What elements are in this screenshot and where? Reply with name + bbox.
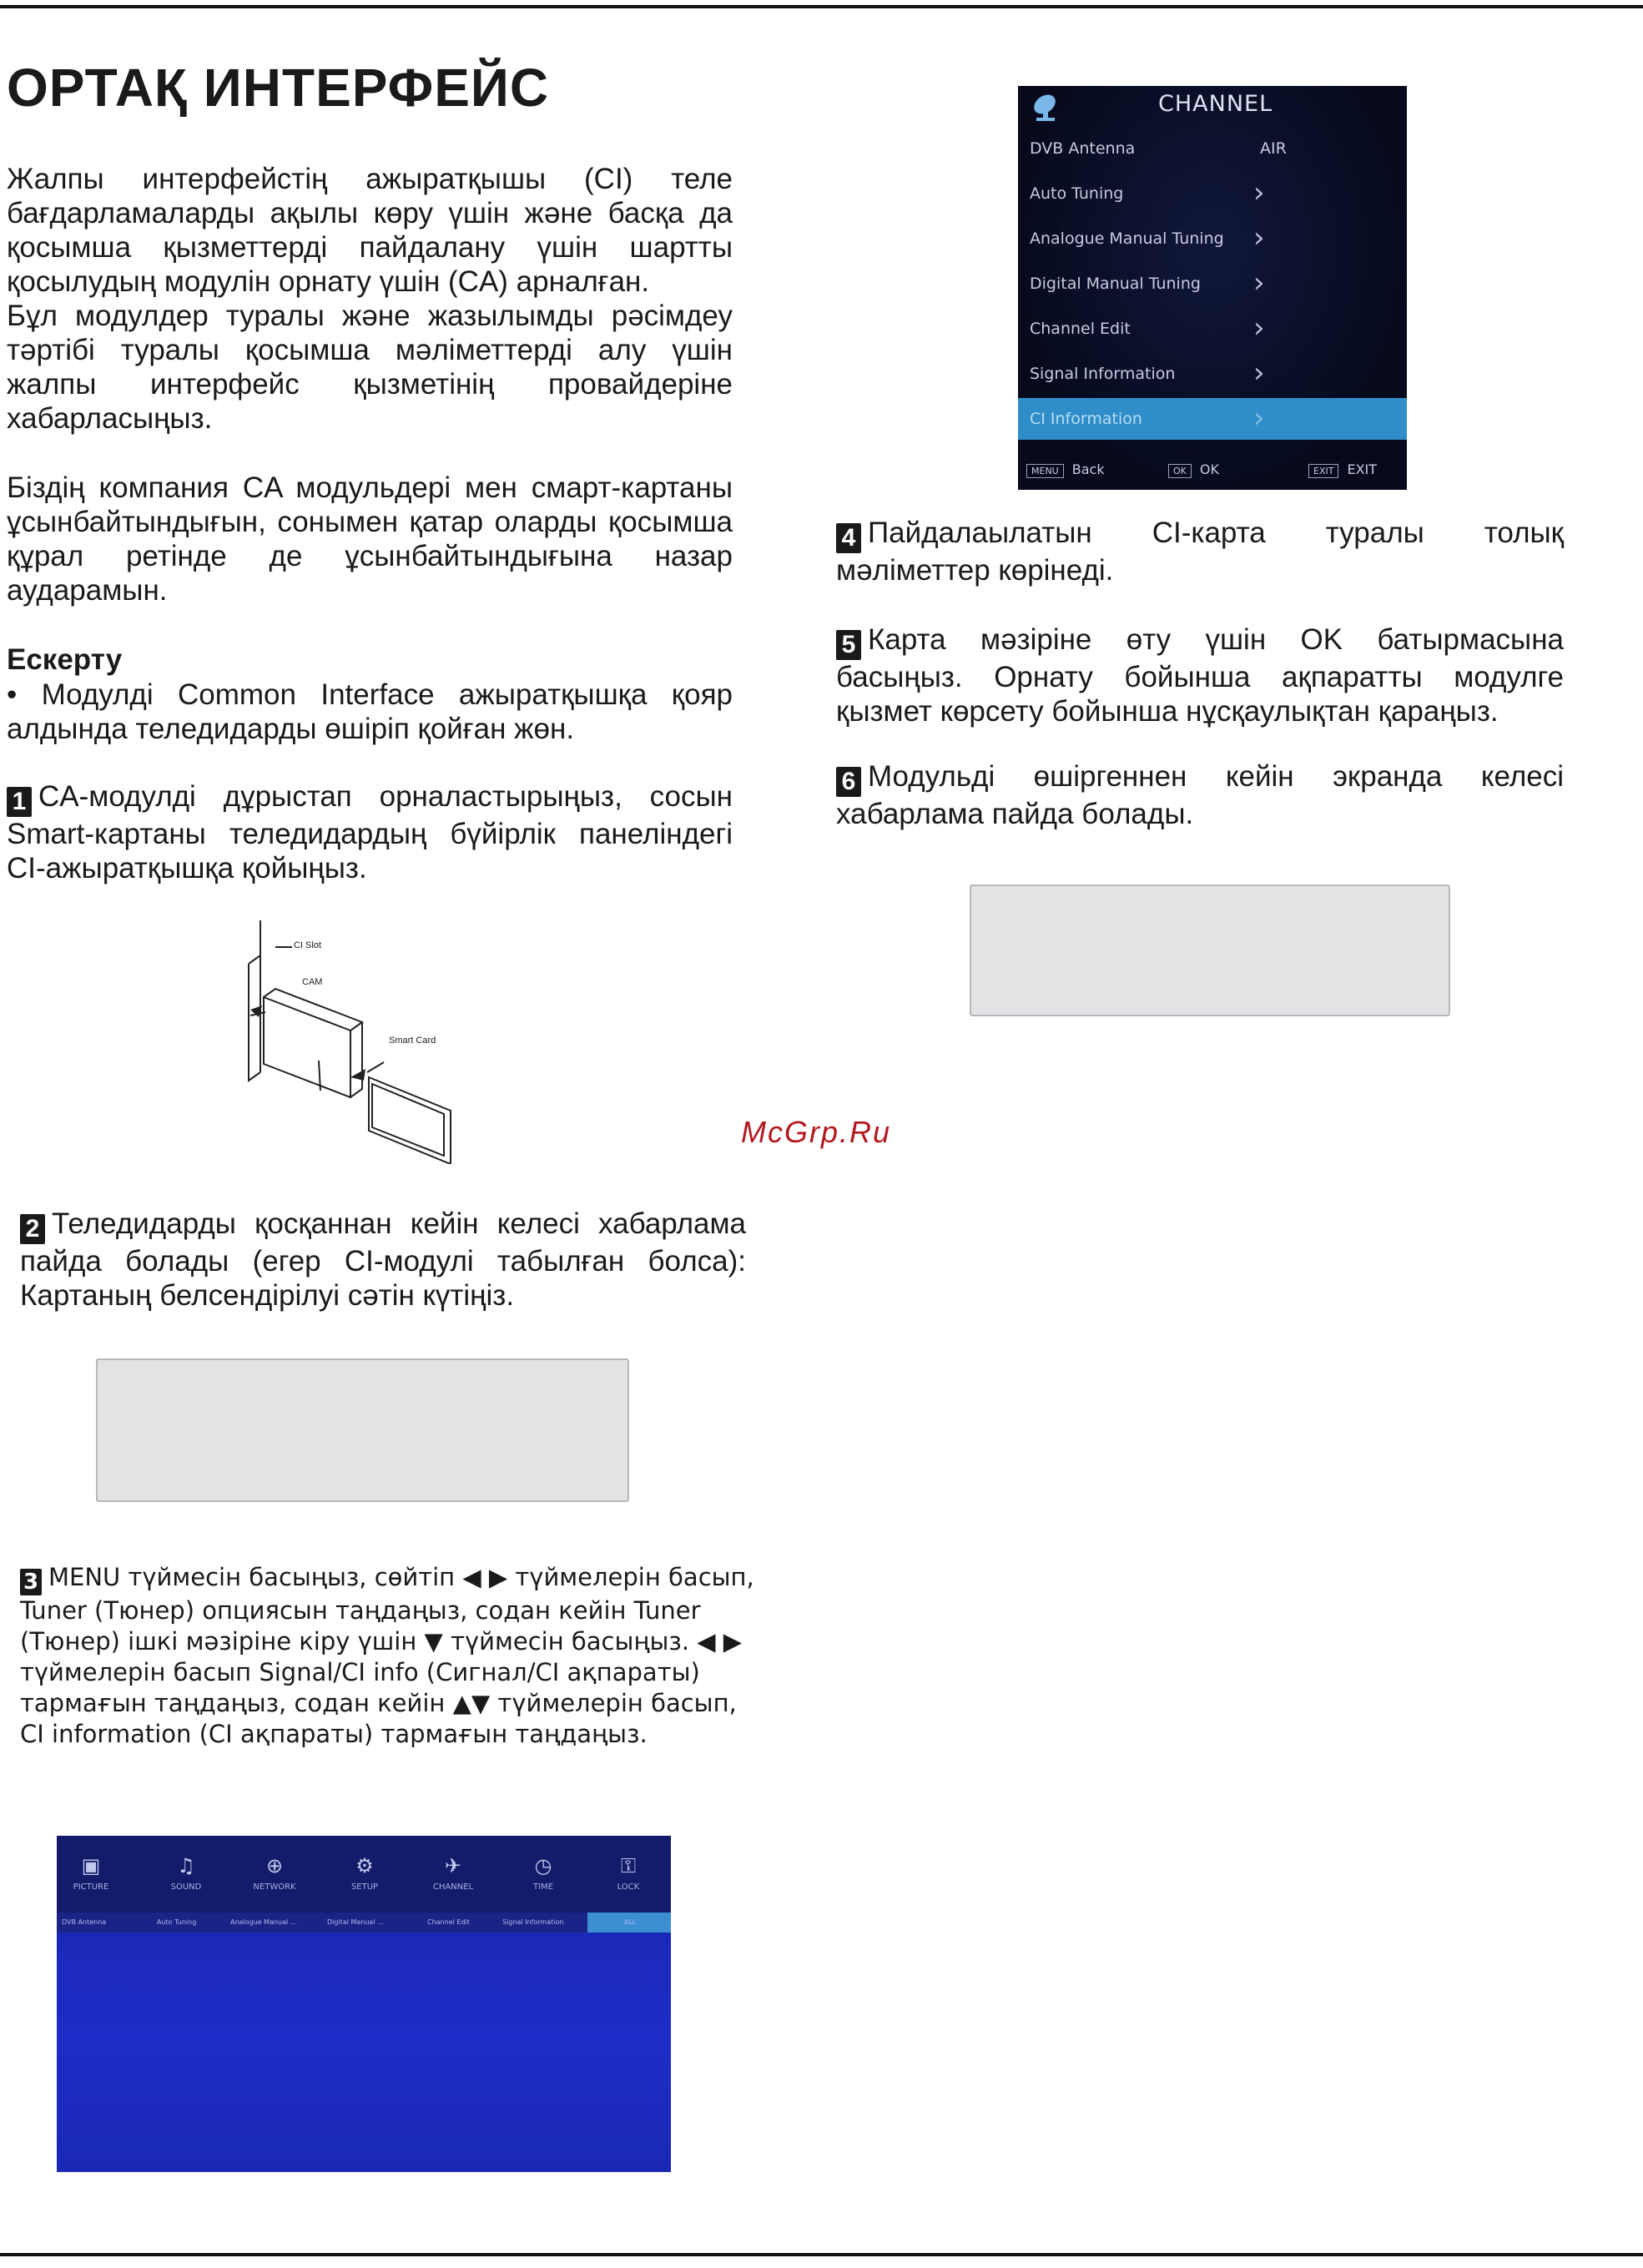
submenu-item[interactable]: Auto Tuning (157, 1918, 197, 1926)
step-4 (836, 516, 1564, 587)
menu-row-signal-information[interactable] (1018, 353, 1407, 395)
sound-tab-label: SOUND (170, 1882, 202, 1892)
note-text: • Модулді Common Interface ажыратқышқа қояр алдында теледидарды өшіріп қойған жөн. (7, 678, 733, 745)
channel-menu-screen (1018, 86, 1407, 490)
step-6-number: 6 (836, 767, 861, 797)
satellite-icon: ✈ (444, 1854, 462, 1877)
step-5-text: Карта мәзіріне өту үшін OK батырмасына басыңыз. Орнату бойынша ақпаратты модулге қызмет көрсету бойынша нұсқаулықтан қараңыз. (836, 623, 1564, 728)
menu-row-label: Auto Tuning (1030, 184, 1124, 203)
step-5-number: 5 (836, 630, 861, 660)
module-removed-message-box (970, 885, 1450, 1016)
step-3-line-1: MENU түймесін басыңыз, сөйтіп ◀ ▶ түймелерін басып, (48, 1563, 754, 1591)
chevron-right-icon: › (1253, 311, 1265, 345)
intro-paragraph-1: Жалпы интерфейстің ажыратқышы (CI) теле бағдарламаларды ақылы көру үшін және басқа да қосымша қызметтерді пайдалану үшін шартты қосылудың модулін орнату үшін (CA) арналған. (7, 163, 733, 298)
step-4-number: 4 (836, 523, 861, 553)
chevron-right-icon: › (1253, 401, 1265, 435)
intro-paragraph-3: Біздің компания CA модульдері мен смарт-картаны ұсынбайтындығын, сонымен қатар оларды қосымша құрал ретінде де ұсынбайтындығына назар аударамын. (7, 471, 733, 607)
submenu-item[interactable]: DVB Antenna (62, 1918, 107, 1926)
page-title: ОРТАҚ ИНТЕРФЕЙС (7, 58, 550, 118)
lock-tab[interactable] (599, 1854, 658, 1892)
menu-key-icon: MENU (1026, 464, 1064, 478)
step-1-text: CA-модулді дұрыстап орналастырыңыз, сосын Smart-картаны теледидардың бүйірлік панеліндегі CI-ажыратқышқа қойыңыз. (7, 780, 733, 885)
step-3 (20, 1562, 804, 1750)
step-5 (836, 622, 1564, 728)
channel-menu-header (1018, 86, 1407, 124)
step-2 (20, 1207, 746, 1313)
time-tab[interactable] (514, 1854, 572, 1892)
step-3-line-6: CI information (CI ақпараты) тармағын таңдаңыз. (20, 1720, 648, 1748)
lock-tab-label: LOCK (617, 1882, 640, 1892)
smart-card-label: Smart Card (389, 1036, 436, 1046)
menu-row-auto-tuning[interactable] (1018, 173, 1407, 214)
setup-tab-label: SETUP (350, 1882, 379, 1892)
submenu-item[interactable]: Analogue Manual ... (230, 1918, 297, 1926)
bottom-rule (0, 2253, 1643, 2256)
step-3-line-4: түймелерін басып Signal/CI info (Сигнал/CI ақпараты) (20, 1658, 700, 1686)
sound-tab[interactable] (157, 1854, 215, 1892)
step-6-text: Модульді өшіргеннен кейін экранда келесі хабарлама пайда болады. (836, 760, 1564, 830)
submenu-item[interactable]: Signal Information (502, 1918, 564, 1926)
step-6 (836, 759, 1564, 831)
menu-row-label: Analogue Manual Tuning (1030, 229, 1224, 248)
chevron-right-icon: › (1253, 176, 1265, 209)
watermark: McGrp.Ru (741, 1115, 892, 1149)
setup-submenu (57, 1913, 671, 1933)
network-icon: ⊕ (265, 1854, 284, 1877)
exit-hint[interactable] (1308, 461, 1377, 478)
menu-row-label: Channel Edit (1030, 320, 1131, 338)
menu-row-analogue-manual-tuning[interactable] (1018, 218, 1407, 260)
setup-topbar (57, 1836, 671, 1913)
ok-label: OK (1199, 461, 1219, 477)
submenu-item[interactable]: Channel Edit (427, 1918, 470, 1926)
channel-tab-label: CHANNEL (432, 1882, 474, 1892)
note-heading: Ескерту (7, 643, 123, 676)
top-rule (0, 5, 1643, 8)
network-tab-label: NETWORK (253, 1882, 296, 1892)
menu-row-ci-information[interactable] (1018, 398, 1407, 440)
picture-icon: ▣ (81, 1854, 101, 1877)
menu-row-channel-edit[interactable] (1018, 308, 1407, 350)
chevron-right-icon: › (1253, 221, 1265, 255)
lock-icon: ⚿ (620, 1854, 637, 1877)
submenu-item[interactable]: ALL (624, 1918, 637, 1926)
channel-menu-title: CHANNEL (1158, 91, 1273, 117)
clock-icon: ◷ (534, 1854, 552, 1877)
time-tab-label: TIME (532, 1882, 553, 1892)
menu-row-label: CI Information (1030, 410, 1142, 428)
step-4-text: Пайдалаылатын CI-карта туралы толық мәліметтер көрінеді. (836, 517, 1564, 587)
chevron-right-icon: › (1253, 266, 1265, 300)
submenu-item[interactable]: Digital Manual ... (327, 1918, 384, 1926)
ok-hint[interactable] (1168, 461, 1219, 478)
intro-block (7, 162, 733, 436)
setup-tab[interactable] (335, 1854, 394, 1892)
step-2-number: 2 (20, 1214, 45, 1244)
exit-key-icon: EXIT (1308, 464, 1338, 478)
picture-tab[interactable] (62, 1854, 120, 1892)
menu-row-label: Signal Information (1030, 365, 1176, 383)
menu-row-dvb-antenna[interactable] (1018, 128, 1407, 169)
menu-row-digital-manual-tuning[interactable] (1018, 263, 1407, 305)
chevron-right-icon: › (1253, 356, 1265, 390)
cam-illustration (225, 914, 467, 1164)
intro-paragraph-2: Бұл модулдер туралы және жазылымды рәсімдеу тәртібі туралы қосымша мәліметтерді алу үшін жалпы интерфейс қызметінің провайдеріне хабарласыңыз. (7, 300, 733, 435)
setup-menu-screen (57, 1836, 671, 2172)
step-1-number: 1 (7, 787, 32, 817)
satellite-icon (1030, 89, 1063, 121)
channel-tab[interactable] (424, 1854, 482, 1892)
cam-label: CAM (302, 977, 323, 987)
setup-icon: ⚙ (355, 1854, 374, 1877)
step-3-number: 3 (20, 1569, 42, 1595)
step-3-line-2: Tuner (Тюнер) опциясын таңдаңыз, содан кейін Tuner (20, 1596, 701, 1625)
ci-message-box (96, 1358, 629, 1502)
step-3-line-5: тармағын таңдаңыз, содан кейін ▲▼ түймелерін басып, (20, 1689, 737, 1717)
network-tab[interactable] (245, 1854, 304, 1892)
menu-row-label: Digital Manual Tuning (1030, 275, 1201, 293)
sound-icon: ♫ (177, 1854, 195, 1877)
step-3-line-3: (Тюнер) ішкі мәзіріне кіру үшін ▼ түймесін басыңыз. ◀ ▶ (20, 1627, 743, 1656)
menu-row-label: DVB Antenna (1030, 139, 1136, 158)
step-2-text: Теледидарды қосқаннан кейін келесі хабарлама пайда болады (егер CI-модулі табылған болса): Картаның белсендірілуі сәтін күтіңіз. (20, 1207, 746, 1312)
back-label: Back (1071, 461, 1105, 477)
exit-label: EXIT (1347, 461, 1378, 477)
channel-menu-footer (1018, 451, 1407, 490)
menu-row-value: AIR (1260, 139, 1287, 158)
ok-key-icon: OK (1168, 464, 1192, 478)
picture-tab-label: PICTURE (73, 1882, 109, 1892)
step-1 (7, 779, 733, 885)
back-hint[interactable] (1026, 461, 1105, 478)
ci-slot-label: CI Slot (294, 940, 322, 950)
